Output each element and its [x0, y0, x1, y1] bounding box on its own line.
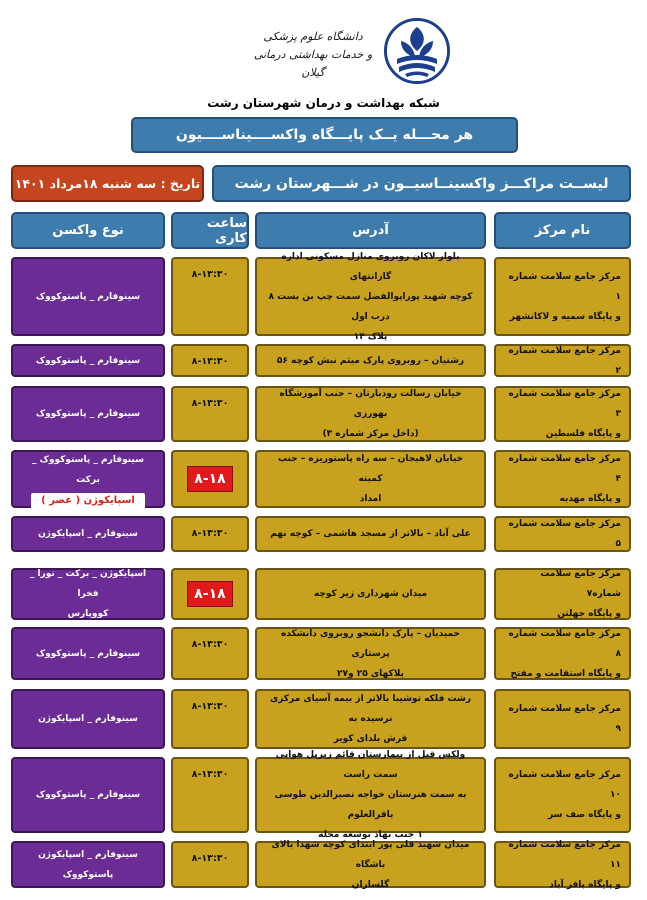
address-cell — [255, 750, 486, 840]
center-name-cell — [494, 257, 631, 336]
working-hours-value: ۸-۱۳:۳۰ — [191, 398, 229, 409]
vaccine-line: سینوفارم _ پاستوکووک — [35, 409, 141, 419]
center-name-cell — [494, 841, 631, 888]
address-line: گلساران — [351, 879, 390, 890]
vaccine-line: سینوفارم _ اسپایکوژن — [38, 714, 138, 724]
address-line: پلاکهای ۲۵ و۲۷ — [337, 668, 404, 679]
name-text — [504, 624, 621, 684]
name-line: مرکز جامع سلامت شماره ۳ — [508, 389, 621, 419]
name-text — [504, 765, 621, 825]
center-name-cell — [494, 450, 631, 508]
header-vaccine-type: نوع واکسن — [11, 212, 165, 249]
name-line: و پایگاه سمیه و لاکانشهر — [509, 311, 621, 322]
address-text — [265, 247, 476, 347]
vaccine-line: سینوفارم _ پاستوکووک — [35, 648, 141, 659]
address-line: خیابان رسالت رودبارتان – جنب آموزشگاه بهورزی — [279, 389, 462, 419]
vaccine-type-cell — [11, 257, 165, 336]
vaccine-type-cell — [11, 689, 165, 749]
name-text — [504, 564, 621, 624]
vaccine-type-cell — [11, 386, 165, 442]
center-name-cell — [494, 568, 631, 620]
address-cell — [255, 627, 486, 680]
address-text — [265, 745, 476, 845]
name-text — [504, 384, 621, 444]
working-hours-value: ۸-۱۸ — [187, 581, 232, 607]
name-line: مرکز جامع سلامت شماره ۲ — [508, 345, 621, 376]
address-line: به سمت هنرستان خواجه نصیرالدین طوسی باقرالعلوم — [274, 790, 467, 820]
name-line: و پایگاه صف سر — [548, 810, 621, 820]
working-hours-cell — [171, 568, 249, 620]
emblem-icon — [384, 18, 450, 84]
working-hours-cell — [171, 841, 249, 888]
vaccine-type-cell — [11, 627, 165, 680]
working-hours-cell — [171, 689, 249, 749]
address-line: کوچه شهید پوراپوالفضل سمت چپ بن بست ۸ درب اول — [268, 291, 473, 322]
working-hours-value: ۸-۱۳:۳۰ — [191, 528, 229, 539]
organization-title: شبکه بهداشت و درمان شهرستان رشت — [207, 96, 440, 110]
working-hours-cell — [171, 450, 249, 508]
address-line: میدان شهرداری زیر کوچه — [313, 589, 428, 599]
vaccine-type-cell — [11, 757, 165, 833]
name-line: مرکز جامع سلامت شماره ۵ — [508, 519, 621, 549]
address-text — [270, 524, 471, 544]
working-hours-value: ۸-۱۸ — [187, 466, 232, 492]
logo-line-1: دانشگاه علوم پزشکی — [263, 30, 363, 43]
address-line: ۱ جنب نهاد توسعه محله — [318, 830, 423, 840]
center-name-cell — [494, 344, 631, 377]
name-line: مرکز جامع سلامت شماره ۱ — [508, 271, 621, 302]
address-line: پلاک ۱۴ — [353, 331, 388, 342]
name-line: و پایگاه فلسطین — [545, 429, 621, 439]
working-hours-value: ۸-۱۳:۳۰ — [191, 701, 229, 712]
address-cell — [255, 344, 486, 377]
address-text — [265, 384, 476, 444]
address-cell — [255, 841, 486, 888]
address-line: بلوار لاکان روبروی منازل مسکونی اداره گازانتهای — [281, 251, 460, 282]
name-text — [504, 835, 621, 895]
header-working-hours: ساعت کاری — [171, 212, 249, 249]
date-banner: تاریخ : سه شنبه ۱۸مرداد ۱۴۰۱ — [11, 165, 204, 202]
working-hours-value: ۸-۱۳:۳۰ — [191, 639, 229, 650]
vaccine-line: اسپایکوژن _ برکت _ نورا _ فخرا — [29, 569, 147, 599]
vaccine-line: کووپارس — [67, 609, 109, 619]
address-text — [265, 689, 476, 749]
center-name-cell — [494, 386, 631, 442]
name-text — [504, 699, 621, 739]
vaccine-type-cell — [11, 450, 165, 508]
header-address: آدرس — [255, 212, 486, 249]
center-name-cell — [494, 627, 631, 680]
center-name-cell — [494, 516, 631, 552]
vaccine-type-cell — [11, 344, 165, 377]
vaccine-line: سینوفارم _ اسپایکوژن — [38, 529, 138, 539]
address-cell — [255, 450, 486, 508]
logo-line-2: و خدمات بهداشتی درمانی گیلان — [253, 48, 373, 79]
address-line: رشتیان – روبروی پارک میثم نبش کوچه ۵۶ — [276, 355, 465, 366]
vaccine-line: پاستوکووک — [62, 869, 114, 880]
vaccine-line: سینوفارم _ اسپایکوژن — [38, 849, 138, 860]
logo-text — [248, 28, 378, 82]
list-title-banner: لیســت مراکـــز واکسینــاسیــون در شـــهرستان رشت — [212, 165, 631, 202]
address-cell — [255, 689, 486, 749]
working-hours-value: ۸-۱۳:۳۰ — [191, 269, 229, 280]
vaccine-type-cell — [11, 516, 165, 552]
name-text — [504, 341, 621, 381]
address-line: (داخل مرکز شماره ۳) — [322, 429, 419, 439]
working-hours-cell — [171, 757, 249, 833]
name-line: مرکز جامع سلامت شماره ۹ — [508, 704, 621, 734]
address-line: میدان شهید قلی پور ابتدای کوچه شهدا بالای باشگاه — [271, 839, 470, 870]
name-line: مرکز جامع سلامت شماره ۱۱ — [508, 839, 621, 870]
working-hours-value: ۸-۱۳:۳۰ — [191, 769, 229, 780]
working-hours-cell — [171, 627, 249, 680]
vaccine-type-cell — [11, 568, 165, 620]
name-line: مرکز جامع سلامت شماره۷ — [540, 569, 621, 599]
address-text — [314, 584, 427, 604]
address-line: امداد — [359, 494, 382, 504]
name-line: و پایگاه مهدیه — [559, 494, 621, 504]
name-text — [504, 514, 621, 554]
name-text — [504, 449, 621, 509]
vaccine-line: سینوفارم _ پاستوکووک — [35, 355, 141, 366]
vaccine-evening-badge: اسپایکوژن ( عصر ) — [31, 493, 145, 509]
name-text — [504, 267, 621, 327]
working-hours-cell — [171, 257, 249, 336]
vaccine-line: سینوفارم _ پاستوکووک _ برکت — [32, 454, 144, 485]
center-name-cell — [494, 757, 631, 833]
address-line: خیابان لاهیجان – سه راه پاستوریزه – جنب کمیته — [277, 454, 464, 484]
slogan-banner: هر محـــله یــک پایـــگاه واکســــیناســــیون — [131, 117, 518, 153]
name-line: و پایگاه باقر آباد — [549, 879, 621, 890]
name-line: مرکز جامع سلامت شماره ۱۰ — [508, 770, 621, 800]
address-line: رشت فلکه توشیبا بالاتر از بیمه آسیای مرکزی نرسیده به — [269, 694, 472, 724]
address-cell — [255, 516, 486, 552]
address-text — [265, 835, 476, 895]
working-hours-value: ۸-۱۳:۳۰ — [191, 356, 229, 367]
working-hours-cell — [171, 344, 249, 377]
working-hours-value: ۸-۱۳:۳۰ — [191, 853, 229, 864]
address-text — [265, 449, 476, 509]
name-line: و پایگاه جهلتن — [557, 609, 621, 619]
vaccine-line: سینوفارم _ پاستوکووک — [35, 790, 141, 800]
header-center-name: نام مرکز — [494, 212, 631, 249]
address-line: حمیدیان – پارک دانشجو روبروی دانشکده پرستاری — [280, 628, 461, 659]
address-line: فرش بلدای کویر — [333, 734, 408, 744]
name-line: و پایگاه استقامت و مفتح — [510, 668, 621, 679]
name-line: مرکز جامع سلامت شماره ۸ — [508, 628, 621, 659]
address-text — [265, 624, 476, 684]
address-line: ولکس قبل از بیمارستان قائم زیرپل هوایی سمت راست — [275, 750, 466, 780]
address-cell — [255, 251, 486, 342]
vaccine-type-cell — [11, 841, 165, 888]
address-cell — [255, 386, 486, 442]
working-hours-cell — [171, 516, 249, 552]
name-line: مرکز جامع سلامت شماره ۴ — [508, 454, 621, 484]
center-name-cell — [494, 689, 631, 749]
address-cell — [255, 568, 486, 620]
vaccine-line: سینوفارم _ پاستوکووک — [35, 291, 141, 302]
address-text — [277, 351, 464, 371]
working-hours-cell — [171, 386, 249, 442]
university-logo — [250, 18, 450, 88]
address-line: علی آباد – بالاتر از مسجد هاشمی – کوچه نهم — [270, 529, 471, 539]
